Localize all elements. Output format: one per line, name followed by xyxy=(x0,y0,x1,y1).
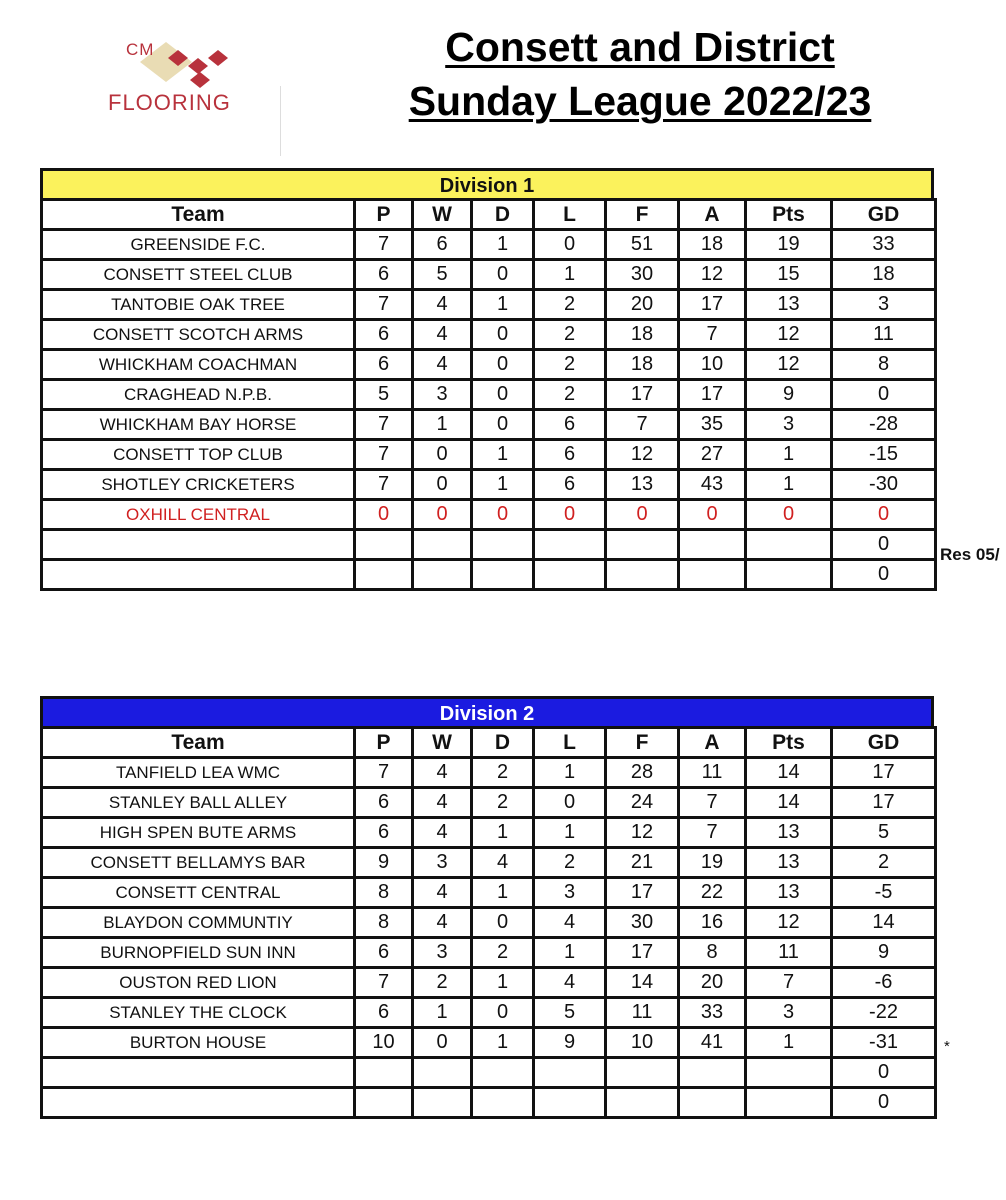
cell-points: 1 xyxy=(746,440,832,470)
cell-for: 18 xyxy=(606,320,679,350)
cell-won: 4 xyxy=(413,758,472,788)
cell-goal-diff: 3 xyxy=(832,290,936,320)
cell-played: 0 xyxy=(355,500,413,530)
table-row xyxy=(42,410,936,440)
cell-points: 3 xyxy=(746,410,832,440)
cell-goal-diff: 0 xyxy=(832,380,936,410)
cell-against: 43 xyxy=(679,470,746,500)
cell-goal-diff: 0 xyxy=(832,1058,936,1088)
cell-played: 7 xyxy=(355,968,413,998)
cell-points xyxy=(746,560,832,590)
table-row xyxy=(42,788,936,818)
cell-played: 7 xyxy=(355,440,413,470)
cell-against: 17 xyxy=(679,290,746,320)
cell-for: 7 xyxy=(606,410,679,440)
cell-points: 13 xyxy=(746,290,832,320)
cell-points: 12 xyxy=(746,320,832,350)
division-2-note: * xyxy=(944,1038,950,1055)
cell-goal-diff: 18 xyxy=(832,260,936,290)
cell-played: 10 xyxy=(355,1028,413,1058)
cell-team: GREENSIDE F.C. xyxy=(42,230,355,260)
cell-goal-diff: -15 xyxy=(832,440,936,470)
cell-for xyxy=(606,1088,679,1118)
table-row xyxy=(42,908,936,938)
cell-won: 2 xyxy=(413,968,472,998)
cell-for xyxy=(606,1058,679,1088)
header-row xyxy=(42,728,936,758)
cell-for: 10 xyxy=(606,1028,679,1058)
cell-against: 7 xyxy=(679,788,746,818)
cell-won: 1 xyxy=(413,998,472,1028)
cell-lost: 2 xyxy=(534,380,606,410)
cell-team xyxy=(42,1088,355,1118)
cell-played: 7 xyxy=(355,230,413,260)
cell-for: 13 xyxy=(606,470,679,500)
cell-team: WHICKHAM BAY HORSE xyxy=(42,410,355,440)
cell-played: 6 xyxy=(355,350,413,380)
table-row xyxy=(42,500,936,530)
cell-played: 7 xyxy=(355,410,413,440)
cell-points: 1 xyxy=(746,1028,832,1058)
col-header-against: A xyxy=(679,728,746,758)
cell-drawn: 2 xyxy=(472,938,534,968)
cell-goal-diff: -30 xyxy=(832,470,936,500)
cell-lost: 2 xyxy=(534,290,606,320)
cell-won: 4 xyxy=(413,878,472,908)
cell-goal-diff: 0 xyxy=(832,1088,936,1118)
cell-team: STANLEY THE CLOCK xyxy=(42,998,355,1028)
cell-lost: 3 xyxy=(534,878,606,908)
cell-played: 5 xyxy=(355,380,413,410)
page-title xyxy=(340,20,940,128)
cell-against: 33 xyxy=(679,998,746,1028)
cell-drawn: 0 xyxy=(472,380,534,410)
cell-played: 7 xyxy=(355,470,413,500)
cell-won: 4 xyxy=(413,818,472,848)
cell-team: CONSETT CENTRAL xyxy=(42,878,355,908)
division-2-standings xyxy=(40,726,937,1119)
cell-for: 17 xyxy=(606,878,679,908)
cell-lost: 1 xyxy=(534,758,606,788)
cell-against: 11 xyxy=(679,758,746,788)
cell-won: 4 xyxy=(413,320,472,350)
cell-lost: 0 xyxy=(534,230,606,260)
cell-team xyxy=(42,1058,355,1088)
cell-played: 9 xyxy=(355,848,413,878)
cell-won: 4 xyxy=(413,350,472,380)
cell-drawn: 0 xyxy=(472,260,534,290)
cell-won: 4 xyxy=(413,908,472,938)
cell-for: 12 xyxy=(606,818,679,848)
logo-flooring-text: FLOORING xyxy=(108,90,231,115)
cell-goal-diff: -31 xyxy=(832,1028,936,1058)
col-header-points: Pts xyxy=(746,728,832,758)
cell-goal-diff: 2 xyxy=(832,848,936,878)
cell-lost: 4 xyxy=(534,908,606,938)
table-row xyxy=(42,350,936,380)
cell-drawn: 1 xyxy=(472,470,534,500)
cell-points: 13 xyxy=(746,818,832,848)
cell-won: 3 xyxy=(413,380,472,410)
cell-against: 41 xyxy=(679,1028,746,1058)
cell-goal-diff: -22 xyxy=(832,998,936,1028)
cell-against xyxy=(679,560,746,590)
cell-points xyxy=(746,530,832,560)
cell-won xyxy=(413,560,472,590)
cell-points: 15 xyxy=(746,260,832,290)
cell-team: WHICKHAM COACHMAN xyxy=(42,350,355,380)
cell-played: 6 xyxy=(355,260,413,290)
cell-points xyxy=(746,1058,832,1088)
cell-drawn: 1 xyxy=(472,818,534,848)
cell-lost: 0 xyxy=(534,788,606,818)
cell-goal-diff: 33 xyxy=(832,230,936,260)
cell-won: 4 xyxy=(413,788,472,818)
cell-played xyxy=(355,1088,413,1118)
cell-lost: 2 xyxy=(534,350,606,380)
table-row xyxy=(42,320,936,350)
col-header-for: F xyxy=(606,728,679,758)
cell-played: 7 xyxy=(355,758,413,788)
cell-played: 6 xyxy=(355,320,413,350)
col-header-played: P xyxy=(355,728,413,758)
table-row xyxy=(42,230,936,260)
cell-team: CONSETT BELLAMYS BAR xyxy=(42,848,355,878)
cell-won: 0 xyxy=(413,1028,472,1058)
table-row xyxy=(42,1028,936,1058)
cell-won xyxy=(413,1088,472,1118)
cell-against xyxy=(679,1088,746,1118)
col-header-won: W xyxy=(413,728,472,758)
cell-lost: 1 xyxy=(534,938,606,968)
cell-played xyxy=(355,530,413,560)
table-row xyxy=(42,938,936,968)
cell-won: 3 xyxy=(413,938,472,968)
cell-against: 7 xyxy=(679,320,746,350)
col-header-lost: L xyxy=(534,200,606,230)
col-header-goal-diff: GD xyxy=(832,728,936,758)
cell-played: 6 xyxy=(355,788,413,818)
cell-points: 12 xyxy=(746,908,832,938)
table-row xyxy=(42,380,936,410)
division-1-standings xyxy=(40,198,937,591)
cell-lost: 0 xyxy=(534,500,606,530)
cell-points: 9 xyxy=(746,380,832,410)
cell-against: 16 xyxy=(679,908,746,938)
cell-drawn xyxy=(472,560,534,590)
logo-divider xyxy=(280,86,281,156)
cell-for: 30 xyxy=(606,908,679,938)
cell-lost xyxy=(534,1088,606,1118)
table-row xyxy=(42,470,936,500)
cell-against: 18 xyxy=(679,230,746,260)
cell-points: 1 xyxy=(746,470,832,500)
cell-for xyxy=(606,530,679,560)
cell-for: 17 xyxy=(606,938,679,968)
cell-won: 1 xyxy=(413,410,472,440)
cell-won: 0 xyxy=(413,470,472,500)
cell-won xyxy=(413,530,472,560)
cell-team: TANTOBIE OAK TREE xyxy=(42,290,355,320)
col-header-won: W xyxy=(413,200,472,230)
cell-won: 6 xyxy=(413,230,472,260)
table-row xyxy=(42,440,936,470)
table-row xyxy=(42,530,936,560)
cell-played: 6 xyxy=(355,998,413,1028)
cell-won: 3 xyxy=(413,848,472,878)
cell-team: HIGH SPEN BUTE ARMS xyxy=(42,818,355,848)
cell-team: CONSETT STEEL CLUB xyxy=(42,260,355,290)
cell-points: 14 xyxy=(746,788,832,818)
cell-played: 6 xyxy=(355,818,413,848)
cell-goal-diff: -5 xyxy=(832,878,936,908)
cell-goal-diff: 5 xyxy=(832,818,936,848)
cell-team: BURNOPFIELD SUN INN xyxy=(42,938,355,968)
cell-drawn xyxy=(472,1058,534,1088)
cell-team: CONSETT TOP CLUB xyxy=(42,440,355,470)
cell-for: 51 xyxy=(606,230,679,260)
cell-drawn: 4 xyxy=(472,848,534,878)
cell-team: OXHILL CENTRAL xyxy=(42,500,355,530)
cell-lost: 2 xyxy=(534,848,606,878)
cell-for: 24 xyxy=(606,788,679,818)
col-header-for: F xyxy=(606,200,679,230)
cell-lost: 6 xyxy=(534,410,606,440)
cell-drawn: 0 xyxy=(472,998,534,1028)
cell-against: 19 xyxy=(679,848,746,878)
cell-drawn xyxy=(472,530,534,560)
cell-for: 17 xyxy=(606,380,679,410)
cell-points: 13 xyxy=(746,848,832,878)
cell-played: 8 xyxy=(355,908,413,938)
cell-points: 13 xyxy=(746,878,832,908)
table-row xyxy=(42,1088,936,1118)
cell-team: TANFIELD LEA WMC xyxy=(42,758,355,788)
cell-against: 20 xyxy=(679,968,746,998)
cell-goal-diff: 0 xyxy=(832,500,936,530)
cell-goal-diff: 14 xyxy=(832,908,936,938)
cell-drawn: 1 xyxy=(472,440,534,470)
cell-team xyxy=(42,530,355,560)
table-row xyxy=(42,998,936,1028)
cell-for: 18 xyxy=(606,350,679,380)
cell-team: SHOTLEY CRICKETERS xyxy=(42,470,355,500)
cell-team: BURTON HOUSE xyxy=(42,1028,355,1058)
cell-lost xyxy=(534,1058,606,1088)
table-row xyxy=(42,290,936,320)
cell-for: 21 xyxy=(606,848,679,878)
division-2-rows xyxy=(42,758,936,1118)
table-row xyxy=(42,1058,936,1088)
cell-won: 0 xyxy=(413,440,472,470)
cell-against: 35 xyxy=(679,410,746,440)
col-header-goal-diff: GD xyxy=(832,200,936,230)
cell-against: 7 xyxy=(679,818,746,848)
col-header-points: Pts xyxy=(746,200,832,230)
cell-lost: 9 xyxy=(534,1028,606,1058)
col-header-drawn: D xyxy=(472,728,534,758)
cell-against xyxy=(679,1058,746,1088)
cell-played xyxy=(355,1058,413,1088)
cell-won: 5 xyxy=(413,260,472,290)
title-line-1: Consett and District xyxy=(445,24,835,70)
cell-goal-diff: 9 xyxy=(832,938,936,968)
division-1-note: Res 05/ xyxy=(940,545,1000,564)
cm-flooring-logo xyxy=(104,36,294,120)
cell-for: 20 xyxy=(606,290,679,320)
table-row xyxy=(42,758,936,788)
cell-lost: 4 xyxy=(534,968,606,998)
cell-goal-diff: 0 xyxy=(832,560,936,590)
cell-won: 0 xyxy=(413,500,472,530)
cell-won: 4 xyxy=(413,290,472,320)
cell-against: 0 xyxy=(679,500,746,530)
cell-points: 14 xyxy=(746,758,832,788)
table-row xyxy=(42,260,936,290)
cell-for: 28 xyxy=(606,758,679,788)
table-row xyxy=(42,968,936,998)
table-row xyxy=(42,848,936,878)
cell-team: STANLEY BALL ALLEY xyxy=(42,788,355,818)
cell-team: BLAYDON COMMUNTIY xyxy=(42,908,355,938)
table-row xyxy=(42,818,936,848)
cell-against xyxy=(679,530,746,560)
cell-drawn: 0 xyxy=(472,410,534,440)
cell-drawn: 1 xyxy=(472,1028,534,1058)
cell-team: OUSTON RED LION xyxy=(42,968,355,998)
cell-drawn: 2 xyxy=(472,788,534,818)
cell-points: 0 xyxy=(746,500,832,530)
col-header-lost: L xyxy=(534,728,606,758)
cell-goal-diff: -6 xyxy=(832,968,936,998)
cell-for: 0 xyxy=(606,500,679,530)
logo-cm-text: CM xyxy=(126,40,155,59)
cell-against: 12 xyxy=(679,260,746,290)
cell-points: 19 xyxy=(746,230,832,260)
cell-drawn: 0 xyxy=(472,500,534,530)
col-header-played: P xyxy=(355,200,413,230)
col-header-drawn: D xyxy=(472,200,534,230)
cell-for: 30 xyxy=(606,260,679,290)
cell-lost: 2 xyxy=(534,320,606,350)
cell-drawn: 1 xyxy=(472,230,534,260)
division-1-banner: Division 1 xyxy=(40,168,934,198)
cell-lost: 1 xyxy=(534,260,606,290)
table-row xyxy=(42,878,936,908)
cell-goal-diff: 17 xyxy=(832,758,936,788)
cell-lost xyxy=(534,530,606,560)
cell-goal-diff: 0 xyxy=(832,530,936,560)
cell-points: 12 xyxy=(746,350,832,380)
cell-team: CONSETT SCOTCH ARMS xyxy=(42,320,355,350)
cell-drawn: 0 xyxy=(472,908,534,938)
cell-against: 27 xyxy=(679,440,746,470)
cell-points: 11 xyxy=(746,938,832,968)
cell-played xyxy=(355,560,413,590)
table-row xyxy=(42,560,936,590)
cell-points: 3 xyxy=(746,998,832,1028)
cell-lost xyxy=(534,560,606,590)
cell-lost: 6 xyxy=(534,440,606,470)
cell-drawn: 0 xyxy=(472,320,534,350)
cell-points xyxy=(746,1088,832,1118)
title-line-2: Sunday League 2022/23 xyxy=(408,78,872,124)
cell-for: 12 xyxy=(606,440,679,470)
cell-drawn xyxy=(472,1088,534,1118)
cell-goal-diff: 11 xyxy=(832,320,936,350)
cell-drawn: 1 xyxy=(472,968,534,998)
cell-goal-diff: -28 xyxy=(832,410,936,440)
cell-against: 22 xyxy=(679,878,746,908)
cell-won xyxy=(413,1058,472,1088)
cell-against: 10 xyxy=(679,350,746,380)
division-1-rows xyxy=(42,230,936,590)
cell-goal-diff: 8 xyxy=(832,350,936,380)
cell-played: 8 xyxy=(355,878,413,908)
cell-goal-diff: 17 xyxy=(832,788,936,818)
cell-team xyxy=(42,560,355,590)
cell-against: 17 xyxy=(679,380,746,410)
cell-drawn: 1 xyxy=(472,878,534,908)
cell-lost: 1 xyxy=(534,818,606,848)
cell-played: 6 xyxy=(355,938,413,968)
cell-played: 7 xyxy=(355,290,413,320)
cell-for: 11 xyxy=(606,998,679,1028)
cell-points: 7 xyxy=(746,968,832,998)
cell-for xyxy=(606,560,679,590)
cell-drawn: 2 xyxy=(472,758,534,788)
header-row xyxy=(42,200,936,230)
cell-team: CRAGHEAD N.P.B. xyxy=(42,380,355,410)
col-header-team: Team xyxy=(42,728,355,758)
cell-drawn: 0 xyxy=(472,350,534,380)
cell-for: 14 xyxy=(606,968,679,998)
cell-lost: 6 xyxy=(534,470,606,500)
col-header-against: A xyxy=(679,200,746,230)
cell-against: 8 xyxy=(679,938,746,968)
cell-drawn: 1 xyxy=(472,290,534,320)
col-header-team: Team xyxy=(42,200,355,230)
division-2-banner: Division 2 xyxy=(40,696,934,726)
cell-lost: 5 xyxy=(534,998,606,1028)
